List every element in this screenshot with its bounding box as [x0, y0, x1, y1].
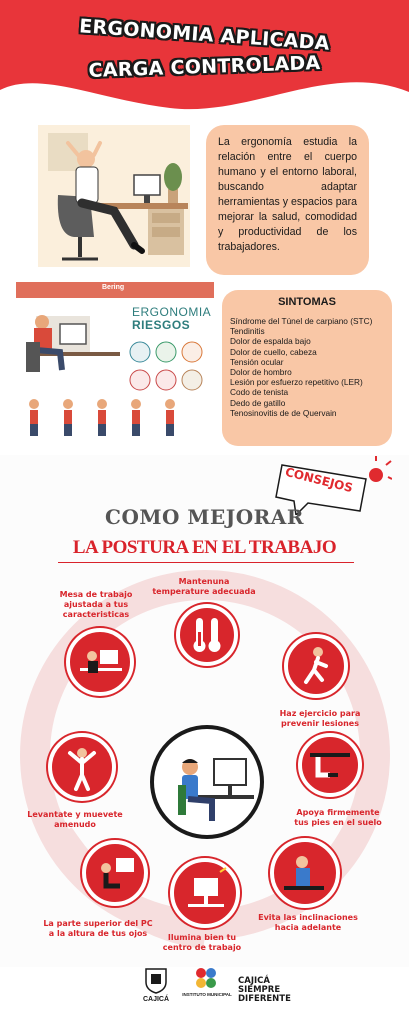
instituto-logo — [193, 965, 219, 991]
monitor-height-tip-text: La parte superior del PC a la altura de tus ojos — [43, 919, 153, 938]
sintoma-item: Tensión ocular — [230, 356, 284, 367]
stretching-worker-illustration — [38, 125, 190, 267]
sintoma-item: Tendinitis — [230, 326, 265, 337]
temperature-tip-circle — [176, 604, 238, 666]
desk-tip-circle — [66, 628, 134, 696]
center-worker-circle — [150, 725, 264, 839]
stand-up-tip-text: Levantate y muevete amenudo — [27, 810, 123, 829]
sintoma-item: Síndrome del Túnel de carpiano (STC) — [230, 316, 373, 326]
feet-tip-circle — [298, 733, 362, 797]
sintoma-item: Dolor de hombro — [230, 367, 292, 378]
sintoma-item: Dedo de gatillo — [230, 397, 286, 408]
como-mejorar-heading: COMO MEJORAR — [105, 505, 304, 529]
feet-tip-text: Apoya firmemente tus pies en el suelo — [294, 808, 382, 827]
postura-heading: LA POSTURA EN EL TRABAJO — [72, 537, 337, 558]
cajica-crest-logo — [141, 966, 171, 994]
sintomas-title: SINTOMAS — [278, 296, 336, 308]
heading-divider — [58, 562, 354, 563]
lean-tip-text: Evita las inclinaciones hacia adelante — [258, 913, 358, 932]
intro-card — [206, 125, 369, 275]
sintoma-item: Dolor de espalda bajo — [230, 336, 311, 347]
lighting-tip-text: Ilumina bien tu centro de trabajo — [162, 933, 242, 952]
instituto-logo-text: INSTITUTO MUNICIPAL — [182, 992, 232, 997]
sintoma-item: Lesión por esfuerzo repetitivo (LER) — [230, 377, 363, 388]
bering-logo: Bering — [102, 284, 125, 291]
sintoma-item: Dolor de cuello, cabeza — [230, 346, 317, 357]
intro-text: La ergonomía estudia la relación entre el cuerpo humano y el entorno laboral, buscando adaptar herramientas y espacios para mejorar la salud, comodidad y productividad de los trabajadores. — [218, 136, 357, 253]
temperature-tip-text: Mantenuna temperature adecuada — [152, 577, 256, 596]
exercise-tip-circle — [284, 634, 348, 698]
cajica-logo-text: CAJICÁ — [142, 996, 170, 1003]
page-title-line1: ERGONOMIA APLICADA — [78, 15, 331, 55]
slogan-text: CAJICÁ SIEMPRE DIFERENTE — [238, 976, 291, 1004]
exercise-tip-text: Haz ejercicio para prevenir lesiones — [279, 709, 361, 728]
page-title-line2: CARGA CONTROLADA — [88, 51, 321, 83]
monitor-height-tip-circle — [82, 840, 148, 906]
stand-up-tip-circle — [48, 733, 116, 801]
sintomas-card — [222, 290, 392, 446]
riesgos-label: RIESGOS — [132, 318, 191, 332]
sintoma-item: Tenosinovitis de de Quervain — [230, 407, 337, 418]
lean-tip-circle — [270, 838, 340, 908]
consejos-label: CONSEJOS — [283, 464, 355, 496]
sintoma-item: Codo de tenista — [230, 387, 289, 398]
desk-tip-text: Mesa de trabajo ajustada a tus caracteristicas — [59, 590, 133, 619]
lighting-tip-circle — [170, 858, 240, 928]
ergonomia-label: ERGONOMIA — [132, 305, 212, 319]
